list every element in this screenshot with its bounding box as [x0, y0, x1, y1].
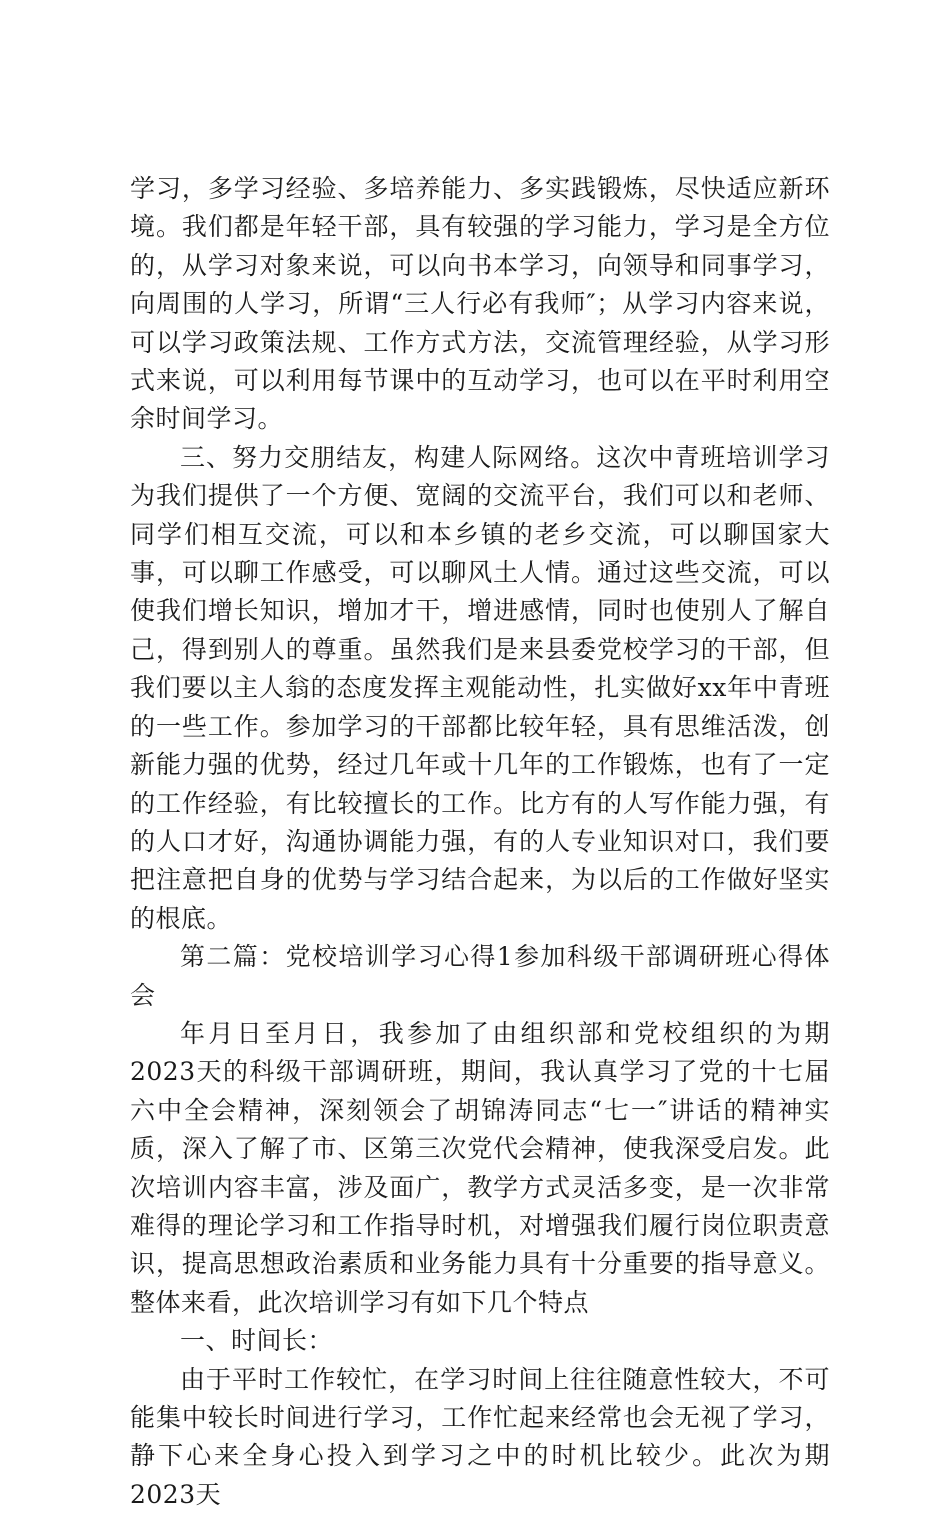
paragraph-heading-time: 一、时间长：	[180, 1326, 334, 1356]
paragraph-intro: 年月日至月日，我参加了由组织部和党校组织的为期2023天的科级干部调研班，期间，我认真学习了党的十七届六中全会精神，深刻领会了胡锦涛同志“七一″讲话的精神实质，深入了解了市、区第三次党代会精神，使我深受启发。此次培训内容丰富，涉及面广，教学方式灵活多变，是一次非常难得的理论学习和工作指导时机，对增强我们履行岗位职责意识，提高思想政治素质和业务能力具有十分重要的指导意义。整体来看，此次培训学习有如下几个特点	[130, 1018, 830, 1317]
paragraph-continuation: 学习，多学习经验、多培养能力、多实践锻炼，尽快适应新环境。我们都是年轻干部，具有较强的学习能力，学习是全方位的，从学习对象来说，可以向书本学习，向领导和同事学习，向周围的人学习，所谓“三人行必有我师″；从学习内容来说，可以学习政策法规、工作方式方法，交流管理经验，从学习形式来说，可以利用每节课中的互动学习，也可以在平时利用空余时间学习。	[130, 174, 830, 434]
paragraph-section-three: 三、努力交朋结友，构建人际网络。这次中青班培训学习为我们提供了一个方便、宽阔的交流平台，我们可以和老师、同学们相互交流，可以和本乡镇的老乡交流，可以聊国家大事，可以聊工作感受，可以聊风土人情。通过这些交流，可以使我们增长知识，增加才干，增进感情，同时也使别人了解自己，得到别人的尊重。虽然我们是来县委党校学习的干部，但我们要以主人翁的态度发挥主观能动性，扎实做好xx年中青班的一些工作。参加学习的干部都比较年轻，具有思维活泼，创新能力强的优势，经过几年或十几年的工作锻炼，也有了一定的工作经验，有比较擅长的工作。比方有的人写作能力强，有的人口才好，沟通协调能力强，有的人专业知识对口，我们要把注意把自身的优势与学习结合起来，为以后的工作做好坚实的根底。	[130, 442, 830, 933]
document-body	[130, 170, 830, 1514]
paragraph-chapter-two-title: 第二篇：党校培训学习心得1参加科级干部调研班心得体会	[130, 942, 830, 1010]
paragraph-time-body: 由于平时工作较忙，在学习时间上往往随意性较大，不可能集中较长时间进行学习，工作忙起来经常也会无视了学习，静下心来全身心投入到学习之中的时机比较少。此次为期2023天	[130, 1364, 830, 1509]
